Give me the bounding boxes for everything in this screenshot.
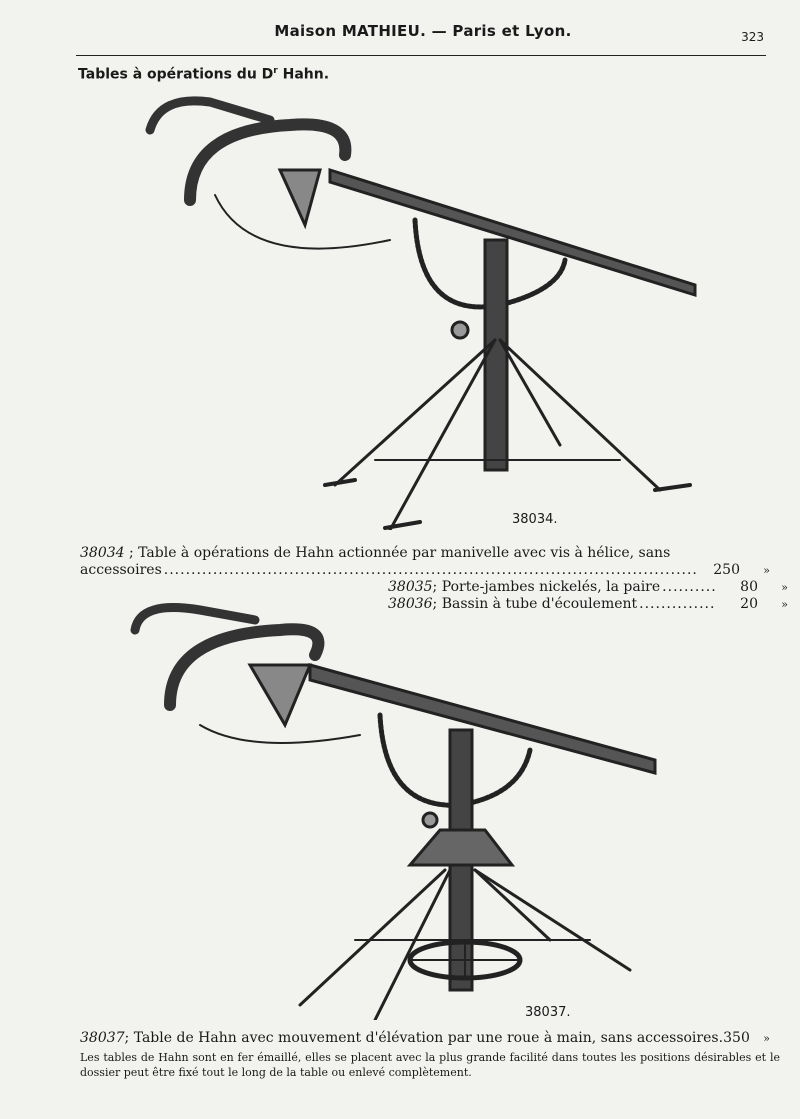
item-38035 xyxy=(388,579,788,595)
figure-number-1: 38034. xyxy=(512,512,558,527)
leader-dots xyxy=(662,579,716,595)
footnote: Les tables de Hahn sont en fer émaillé, elles se placent avec la plus grande facilité dans toutes les positions désirables et le dossier peut être fixé tout le long de la table ou enlevé complètement. xyxy=(80,1051,780,1079)
item-38034 xyxy=(80,545,770,561)
item-description: ; Bassin à tube d'écoulement xyxy=(432,596,638,612)
price-unit: » xyxy=(781,598,788,611)
price-unit: » xyxy=(763,1032,770,1045)
page-number: 323 xyxy=(741,30,764,44)
header-rule xyxy=(76,55,766,56)
operating-table-illustration-1 xyxy=(120,90,720,530)
item-ref: 38036 xyxy=(388,596,433,612)
item-price: 250 xyxy=(713,562,740,578)
item-price: 20 xyxy=(740,596,758,612)
item-description: ; Table de Hahn avec mouvement d'élévation par une roue à main, sans accessoires. xyxy=(124,1030,724,1046)
item-price: 350 xyxy=(723,1030,750,1046)
price-unit: » xyxy=(763,564,770,577)
item-price: 80 xyxy=(740,579,758,595)
operating-table-illustration-2 xyxy=(110,595,730,1020)
item-description: ; Porte-jambes nickelés, la paire xyxy=(432,579,661,595)
item-ref: 38035 xyxy=(388,579,433,595)
price-unit: » xyxy=(781,581,788,594)
item-description: ; Table à opérations de Hahn actionnée par manivelle avec vis à hélice, sans xyxy=(124,545,671,561)
item-description-cont: accessoires xyxy=(80,562,162,578)
page-header: Maison MATHIEU. — Paris et Lyon. xyxy=(274,22,572,40)
item-ref: 38037 xyxy=(80,1030,125,1046)
item-38034-cont xyxy=(80,562,770,578)
leader-dots xyxy=(164,562,698,578)
item-ref: 38034 xyxy=(80,545,125,561)
item-38037 xyxy=(80,1030,770,1046)
section-title: Tables à opérations du $D^r$ Hahn. xyxy=(78,66,330,83)
figure-number-2: 38037. xyxy=(525,1005,571,1020)
